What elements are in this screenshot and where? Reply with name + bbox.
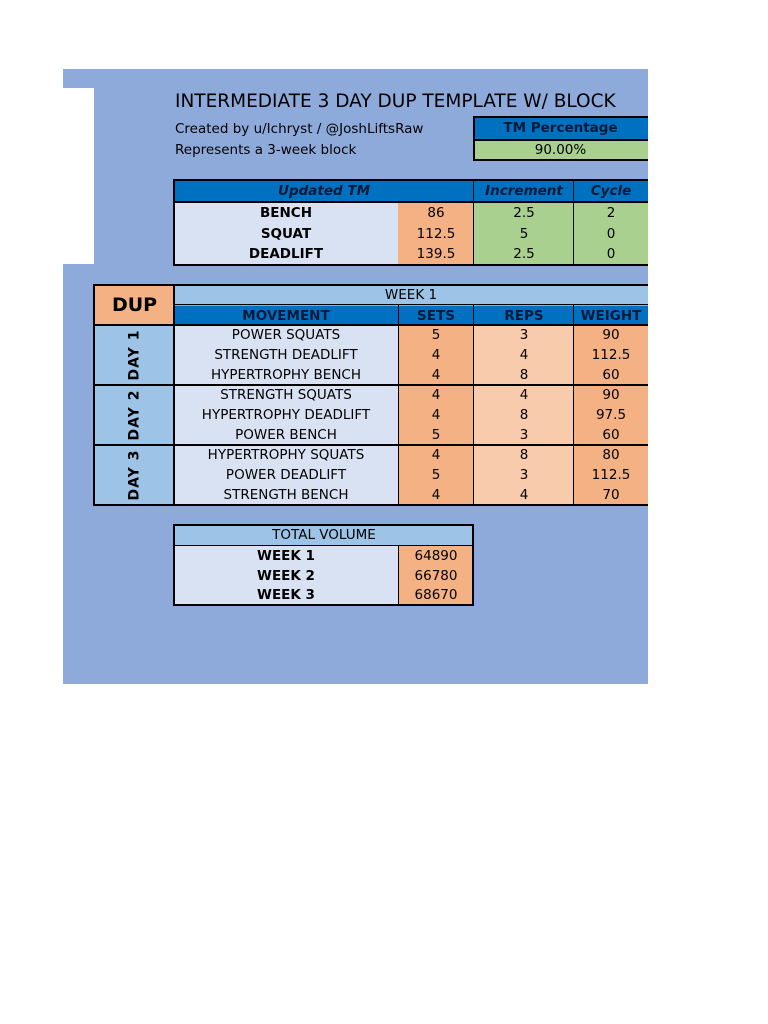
tm-lift-bench: BENCH — [174, 203, 398, 223]
cycle-header: Cycle — [574, 180, 648, 202]
movement-header: MOVEMENT — [174, 306, 398, 325]
cycle-squat[interactable]: 0 — [574, 223, 648, 244]
page-title: INTERMEDIATE 3 DAY DUP TEMPLATE W/ BLOCK — [175, 91, 616, 112]
weight-cell: 80 — [574, 445, 648, 465]
reps-cell[interactable]: 3 — [474, 325, 574, 345]
movement-cell: HYPERTROPHY BENCH — [174, 365, 398, 385]
sets-header: SETS — [398, 306, 474, 325]
increment-deadlift[interactable]: 2.5 — [474, 244, 574, 264]
movement-cell: HYPERTROPHY SQUATS — [174, 445, 398, 465]
increment-header: Increment — [474, 180, 574, 202]
weight-cell: 112.5 — [574, 465, 648, 485]
weight-cell: 97.5 — [574, 405, 648, 425]
tm-percentage-value[interactable]: 90.00% — [473, 140, 648, 160]
movement-cell: POWER DEADLIFT — [174, 465, 398, 485]
reps-cell[interactable]: 8 — [474, 365, 574, 385]
weight-header: WEIGHT — [574, 306, 648, 325]
movement-cell: STRENGTH BENCH — [174, 485, 398, 504]
cycle-bench[interactable]: 2 — [574, 203, 648, 223]
reps-cell[interactable]: 4 — [474, 385, 574, 405]
tm-value-bench[interactable]: 86 — [398, 203, 474, 223]
spreadsheet-area — [63, 69, 648, 684]
sets-cell[interactable]: 4 — [398, 405, 474, 425]
volume-week-value: 66780 — [398, 566, 474, 585]
sets-cell[interactable]: 4 — [398, 445, 474, 465]
day-3-label: DAY 3 — [95, 445, 174, 504]
tm-lift-deadlift: DEADLIFT — [174, 244, 398, 264]
reps-cell[interactable]: 3 — [474, 425, 574, 445]
movement-cell: POWER SQUATS — [174, 325, 398, 345]
movement-cell: HYPERTROPHY DEADLIFT — [174, 405, 398, 425]
tm-value-deadlift[interactable]: 139.5 — [398, 244, 474, 264]
volume-week-label: WEEK 1 — [174, 546, 398, 566]
tm-lift-squat: SQUAT — [174, 223, 398, 244]
author-credit: Created by u/Ichryst / @JoshLiftsRaw — [175, 121, 424, 137]
volume-week-label: WEEK 2 — [174, 566, 398, 585]
cycle-deadlift[interactable]: 0 — [574, 244, 648, 264]
tm-value-squat[interactable]: 112.5 — [398, 223, 474, 244]
updated-tm-header: Updated TM — [174, 180, 474, 202]
reps-header: REPS — [474, 306, 574, 325]
dup-label: DUP — [95, 285, 174, 325]
reps-cell[interactable]: 4 — [474, 485, 574, 504]
weight-cell: 60 — [574, 425, 648, 445]
reps-cell[interactable]: 4 — [474, 345, 574, 365]
weight-cell: 90 — [574, 325, 648, 345]
movement-cell: STRENGTH DEADLIFT — [174, 345, 398, 365]
movement-cell: POWER BENCH — [174, 425, 398, 445]
volume-week-value: 68670 — [398, 585, 474, 604]
total-volume-header: TOTAL VOLUME — [174, 525, 474, 545]
reps-cell[interactable]: 3 — [474, 465, 574, 485]
movement-cell: STRENGTH SQUATS — [174, 385, 398, 405]
week-header: WEEK 1 — [174, 285, 648, 305]
weight-cell: 70 — [574, 485, 648, 504]
volume-week-value: 64890 — [398, 546, 474, 566]
weight-cell: 112.5 — [574, 345, 648, 365]
increment-bench[interactable]: 2.5 — [474, 203, 574, 223]
blank-cell-area — [63, 88, 94, 264]
increment-squat[interactable]: 5 — [474, 223, 574, 244]
sets-cell[interactable]: 4 — [398, 365, 474, 385]
weight-cell: 60 — [574, 365, 648, 385]
sets-cell[interactable]: 5 — [398, 465, 474, 485]
reps-cell[interactable]: 8 — [474, 405, 574, 425]
sets-cell[interactable]: 4 — [398, 385, 474, 405]
weight-cell: 90 — [574, 385, 648, 405]
tm-percentage-label: TM Percentage — [473, 117, 648, 139]
block-description: Represents a 3-week block — [175, 142, 357, 158]
day-2-label: DAY 2 — [95, 385, 174, 445]
sets-cell[interactable]: 5 — [398, 325, 474, 345]
volume-week-label: WEEK 3 — [174, 585, 398, 604]
sets-cell[interactable]: 5 — [398, 425, 474, 445]
sets-cell[interactable]: 4 — [398, 485, 474, 504]
reps-cell[interactable]: 8 — [474, 445, 574, 465]
sets-cell[interactable]: 4 — [398, 345, 474, 365]
day-1-label: DAY 1 — [95, 325, 174, 385]
